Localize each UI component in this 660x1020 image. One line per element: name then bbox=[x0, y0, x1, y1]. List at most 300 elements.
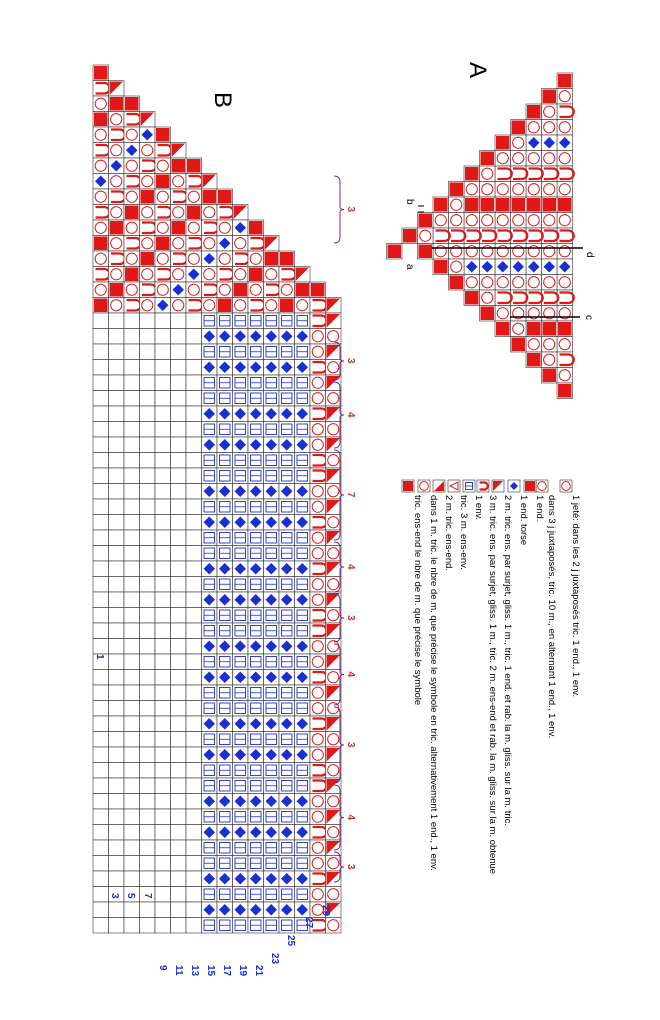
chart-cell bbox=[140, 468, 156, 484]
marker-a: a bbox=[404, 264, 415, 270]
knit-symbol bbox=[234, 283, 248, 297]
repeat-count: 4 bbox=[345, 412, 356, 418]
chart-cell bbox=[155, 809, 171, 825]
chart-cell bbox=[124, 360, 140, 376]
chart-cell bbox=[155, 670, 171, 686]
chart-b-letter: B bbox=[209, 92, 236, 109]
chart-cell bbox=[140, 670, 156, 686]
marker-arrow-b bbox=[418, 206, 424, 212]
chart-cell bbox=[186, 577, 202, 593]
row-number: 21 bbox=[253, 965, 264, 977]
chart-cell bbox=[140, 685, 156, 701]
chart-cell bbox=[93, 639, 109, 655]
chart-cell bbox=[93, 515, 109, 531]
chart-cell bbox=[171, 592, 187, 608]
chart-cell bbox=[171, 654, 187, 670]
knit-symbol bbox=[141, 252, 155, 266]
chart-cell bbox=[109, 406, 125, 422]
chart-cell bbox=[93, 608, 109, 624]
chart-cell bbox=[171, 809, 187, 825]
chart-cell bbox=[171, 794, 187, 810]
chart-cell bbox=[186, 608, 202, 624]
chart-cell bbox=[171, 887, 187, 903]
chart-cell bbox=[93, 453, 109, 469]
chart-cell bbox=[93, 344, 109, 360]
chart-cell bbox=[186, 887, 202, 903]
chart-cell bbox=[124, 840, 140, 856]
chart-cell bbox=[140, 499, 156, 515]
chart-cell bbox=[109, 918, 125, 934]
knit-symbol bbox=[419, 214, 433, 228]
chart-cell bbox=[171, 375, 187, 391]
chart-cell bbox=[140, 515, 156, 531]
row-number: 1 bbox=[94, 654, 105, 660]
chart-cell bbox=[140, 716, 156, 732]
knit-symbol bbox=[527, 198, 541, 212]
chart-cell bbox=[140, 437, 156, 453]
chart-cell bbox=[124, 747, 140, 763]
chart-cell bbox=[186, 344, 202, 360]
chart-cell bbox=[155, 623, 171, 639]
chart-cell bbox=[186, 592, 202, 608]
chart-cell bbox=[140, 344, 156, 360]
knit-symbol bbox=[496, 322, 510, 336]
chart-cell bbox=[186, 871, 202, 887]
chart-cell bbox=[124, 608, 140, 624]
chart-cell bbox=[109, 840, 125, 856]
chart-cell bbox=[140, 747, 156, 763]
knit-symbol bbox=[311, 283, 325, 297]
chart-cell bbox=[186, 468, 202, 484]
chart-cell bbox=[124, 871, 140, 887]
chart-cell bbox=[140, 840, 156, 856]
chart-cell bbox=[109, 453, 125, 469]
repeat-count: 3 bbox=[345, 742, 356, 748]
chart-cell bbox=[186, 670, 202, 686]
chart-cell bbox=[140, 313, 156, 329]
chart-cell bbox=[93, 499, 109, 515]
chart-cell bbox=[93, 840, 109, 856]
chart-cell bbox=[155, 701, 171, 717]
chart-cell bbox=[124, 639, 140, 655]
chart-cell bbox=[140, 778, 156, 794]
chart-cell bbox=[140, 701, 156, 717]
chart-cell bbox=[124, 592, 140, 608]
legend-item-text: 1 end. torse bbox=[518, 495, 529, 546]
chart-cell bbox=[171, 437, 187, 453]
chart-cell bbox=[186, 701, 202, 717]
chart-cell bbox=[186, 375, 202, 391]
chart-cell bbox=[171, 499, 187, 515]
chart-cell bbox=[186, 515, 202, 531]
chart-cell bbox=[140, 871, 156, 887]
chart-cell bbox=[93, 778, 109, 794]
chart-cell bbox=[109, 608, 125, 624]
chart-cell bbox=[109, 639, 125, 655]
knit-symbol bbox=[203, 190, 217, 204]
chart-b bbox=[93, 65, 356, 977]
chart-cell bbox=[140, 794, 156, 810]
chart-cell bbox=[155, 546, 171, 562]
chart-cell bbox=[155, 329, 171, 345]
chart-cell bbox=[93, 391, 109, 407]
knit-symbol bbox=[110, 283, 124, 297]
chart-cell bbox=[124, 732, 140, 748]
knit-symbol bbox=[543, 369, 557, 383]
chart-cell bbox=[140, 592, 156, 608]
chart-cell bbox=[140, 329, 156, 345]
chart-cell bbox=[93, 360, 109, 376]
chart-cell bbox=[140, 918, 156, 934]
row-number: 5 bbox=[125, 893, 136, 899]
chart-cell bbox=[93, 887, 109, 903]
chart-cell bbox=[155, 856, 171, 872]
chart-cell bbox=[186, 685, 202, 701]
knit-symbol bbox=[94, 237, 108, 251]
repeat-count: 4 bbox=[345, 564, 356, 570]
chart-cell bbox=[140, 825, 156, 841]
knit-symbol bbox=[527, 322, 541, 336]
chart-cell bbox=[124, 902, 140, 918]
chart-cell bbox=[140, 422, 156, 438]
knit-symbol bbox=[525, 481, 535, 491]
chart-cell bbox=[124, 391, 140, 407]
repeat-count: 3 bbox=[345, 615, 356, 621]
chart-cell bbox=[186, 329, 202, 345]
knit-symbol bbox=[512, 121, 526, 135]
chart-cell bbox=[124, 623, 140, 639]
chart-cell bbox=[140, 809, 156, 825]
chart-cell bbox=[171, 670, 187, 686]
chart-cell bbox=[93, 856, 109, 872]
chart-cell bbox=[171, 902, 187, 918]
chart-cell bbox=[109, 856, 125, 872]
legend-item-text: dans 1 m. tric. le nbre de m. que précise le symbole en tric. alternativement 1 end., 1 env. bbox=[428, 495, 439, 871]
chart-cell bbox=[171, 623, 187, 639]
row-number: 25 bbox=[285, 935, 296, 947]
chart-cell bbox=[140, 375, 156, 391]
knit-symbol bbox=[543, 90, 557, 104]
chart-cell bbox=[93, 716, 109, 732]
chart-cell bbox=[155, 391, 171, 407]
chart-cell bbox=[186, 654, 202, 670]
chart-cell bbox=[124, 561, 140, 577]
knit-symbol bbox=[187, 159, 201, 173]
chart-cell bbox=[93, 329, 109, 345]
chart-cell bbox=[171, 453, 187, 469]
chart-cell bbox=[93, 747, 109, 763]
chart-cell bbox=[124, 701, 140, 717]
chart-cell bbox=[155, 747, 171, 763]
chart-cell bbox=[109, 360, 125, 376]
chart-cell bbox=[140, 639, 156, 655]
chart-cell bbox=[171, 732, 187, 748]
chart-cell bbox=[124, 406, 140, 422]
chart-cell bbox=[124, 825, 140, 841]
knit-symbol bbox=[465, 198, 479, 212]
chart-cell bbox=[155, 437, 171, 453]
chart-cell bbox=[93, 577, 109, 593]
chart-cell bbox=[186, 716, 202, 732]
chart-cell bbox=[171, 685, 187, 701]
knit-symbol bbox=[543, 198, 557, 212]
chart-cell bbox=[124, 654, 140, 670]
knit-symbol bbox=[450, 183, 464, 197]
chart-cell bbox=[140, 546, 156, 562]
repeat-count: 3 bbox=[345, 864, 356, 870]
knit-symbol bbox=[481, 307, 495, 321]
knit-symbol bbox=[465, 167, 479, 181]
chart-cell bbox=[186, 313, 202, 329]
chart-cell bbox=[140, 561, 156, 577]
knit-symbol bbox=[558, 74, 572, 88]
chart-cell bbox=[93, 406, 109, 422]
chart-cell bbox=[109, 794, 125, 810]
knit-symbol bbox=[94, 66, 108, 80]
legend-item-text: tric. ens-end le nbre de m. que précise le symbole bbox=[412, 495, 423, 706]
chart-cell bbox=[171, 747, 187, 763]
chart-cell bbox=[109, 716, 125, 732]
legend-item-text: dans 3 j juxtaposés, tric. 10 m., en alternant 1 end., 1 env. bbox=[546, 495, 557, 739]
chart-cell bbox=[171, 391, 187, 407]
knit-symbol bbox=[280, 299, 294, 313]
chart-cell bbox=[155, 592, 171, 608]
chart-cell bbox=[186, 406, 202, 422]
chart-cell bbox=[140, 360, 156, 376]
knit-symbol bbox=[512, 198, 526, 212]
chart-cell bbox=[155, 530, 171, 546]
row-number: 3 bbox=[109, 893, 120, 899]
chart-cell bbox=[155, 902, 171, 918]
chart-cell bbox=[124, 499, 140, 515]
chart-cell bbox=[186, 794, 202, 810]
chart-cell bbox=[140, 623, 156, 639]
chart-cell bbox=[171, 546, 187, 562]
chart-cell bbox=[140, 391, 156, 407]
chart-cell bbox=[109, 701, 125, 717]
chart-cell bbox=[124, 437, 140, 453]
chart-cell bbox=[171, 484, 187, 500]
chart-cell bbox=[140, 763, 156, 779]
knit-symbol bbox=[94, 299, 108, 313]
knit-symbol bbox=[558, 198, 572, 212]
chart-cell bbox=[93, 530, 109, 546]
chart-cell bbox=[140, 608, 156, 624]
chart-cell bbox=[186, 918, 202, 934]
chart-cell bbox=[93, 546, 109, 562]
knit-symbol bbox=[172, 221, 186, 235]
chart-cell bbox=[171, 840, 187, 856]
knit-symbol bbox=[450, 276, 464, 290]
chart-cell bbox=[171, 825, 187, 841]
chart-cell bbox=[186, 391, 202, 407]
knit-symbol bbox=[141, 190, 155, 204]
row-number: 29 bbox=[320, 905, 331, 917]
chart-cell bbox=[140, 732, 156, 748]
chart-cell bbox=[109, 809, 125, 825]
row-number: 7 bbox=[142, 893, 153, 899]
knit-symbol bbox=[156, 128, 170, 142]
repeat-count: 7 bbox=[345, 492, 356, 498]
chart-cell bbox=[124, 453, 140, 469]
chart-cell bbox=[186, 546, 202, 562]
chart-cell bbox=[109, 654, 125, 670]
chart-cell bbox=[109, 391, 125, 407]
repeat-count: 4 bbox=[345, 671, 356, 678]
chart-cell bbox=[109, 499, 125, 515]
repeat-brace bbox=[334, 176, 344, 243]
repeat-count: 3 bbox=[345, 358, 356, 364]
chart-cell bbox=[186, 623, 202, 639]
chart-a-letter: A bbox=[464, 62, 491, 79]
chart-cell bbox=[109, 515, 125, 531]
chart-cell bbox=[155, 732, 171, 748]
chart-cell bbox=[140, 654, 156, 670]
knit-symbol bbox=[558, 384, 572, 398]
chart-cell bbox=[186, 763, 202, 779]
chart-cell bbox=[171, 468, 187, 484]
chart-cell bbox=[155, 763, 171, 779]
knit-symbol bbox=[296, 283, 310, 297]
chart-cell bbox=[155, 499, 171, 515]
row-number: 11 bbox=[173, 965, 184, 976]
knit-symbol bbox=[280, 252, 294, 266]
chart-cell bbox=[124, 809, 140, 825]
chart-cell bbox=[93, 592, 109, 608]
row-number: 15 bbox=[205, 965, 216, 977]
chart-cell bbox=[93, 825, 109, 841]
knit-symbol bbox=[110, 97, 124, 111]
chart-cell bbox=[93, 871, 109, 887]
legend-item-text: 1 jeté: dans les 2 j juxtaposés tric. 1 end., 1 env. bbox=[570, 495, 581, 698]
legend-item-text: 2 m. tric. ens-end. bbox=[443, 495, 454, 572]
chart-cell bbox=[109, 530, 125, 546]
chart-cell bbox=[155, 422, 171, 438]
chart-cell bbox=[186, 840, 202, 856]
chart-cell bbox=[124, 778, 140, 794]
chart-cell bbox=[93, 685, 109, 701]
legend-item-text: 2 m. tric. ens. par surjet, gliss. 1 m., tric. 1 end. et rab. la m. gliss. sur la m. tric. bbox=[502, 495, 513, 827]
knit-symbol bbox=[527, 353, 541, 367]
knit-symbol bbox=[481, 152, 495, 166]
chart-cell bbox=[186, 639, 202, 655]
chart-cell bbox=[124, 484, 140, 500]
chart-cell bbox=[171, 856, 187, 872]
knit-symbol bbox=[125, 268, 139, 282]
knit-symbol bbox=[265, 252, 279, 266]
chart-cell bbox=[109, 329, 125, 345]
chart-cell bbox=[93, 670, 109, 686]
knit-symbol bbox=[512, 338, 526, 352]
chart-cell bbox=[93, 918, 109, 934]
knit-symbol bbox=[527, 105, 541, 119]
knit-symbol bbox=[172, 159, 186, 173]
knit-symbol bbox=[110, 221, 124, 235]
knit-symbol bbox=[388, 245, 402, 259]
chart-cell bbox=[186, 499, 202, 515]
chart-cell bbox=[186, 530, 202, 546]
chart-cell bbox=[140, 453, 156, 469]
chart-cell bbox=[171, 515, 187, 531]
chart-cell bbox=[155, 887, 171, 903]
chart-cell bbox=[171, 763, 187, 779]
chart-cell bbox=[155, 344, 171, 360]
chart-cell bbox=[155, 840, 171, 856]
chart-cell bbox=[171, 577, 187, 593]
chart-cell bbox=[124, 577, 140, 593]
chart-cell bbox=[140, 530, 156, 546]
marker-d: d bbox=[584, 252, 595, 258]
chart-cell bbox=[155, 577, 171, 593]
chart-cell bbox=[109, 375, 125, 391]
row-number: 13 bbox=[189, 965, 200, 977]
chart-cell bbox=[155, 778, 171, 794]
chart-cell bbox=[155, 360, 171, 376]
chart-cell bbox=[109, 592, 125, 608]
chart-cell bbox=[109, 623, 125, 639]
chart-cell bbox=[140, 902, 156, 918]
chart-cell bbox=[109, 747, 125, 763]
chart-cell bbox=[155, 685, 171, 701]
chart-cell bbox=[171, 716, 187, 732]
chart-cell bbox=[109, 670, 125, 686]
knit-symbol bbox=[218, 299, 232, 313]
chart-cell bbox=[186, 747, 202, 763]
knit-symbol bbox=[496, 136, 510, 150]
knit-symbol bbox=[481, 198, 495, 212]
chart-cell bbox=[171, 344, 187, 360]
chart-cell bbox=[124, 530, 140, 546]
chart-cell bbox=[171, 406, 187, 422]
chart-cell bbox=[109, 778, 125, 794]
chart-cell bbox=[124, 468, 140, 484]
legend-item-text: 3 m. tric. ens. par surjet, gliss. 1 m., tric. 2 m. ens-end et rab. la m. gliss. sur la m. obtenue bbox=[487, 495, 498, 875]
chart-cell bbox=[171, 360, 187, 376]
marker-b: b bbox=[404, 199, 415, 205]
row-number: 17 bbox=[221, 965, 232, 977]
chart-cell bbox=[109, 546, 125, 562]
legend-item-text: tric. 3 m. ens-env. bbox=[458, 495, 469, 570]
chart-cell bbox=[155, 871, 171, 887]
knit-symbol bbox=[558, 322, 572, 336]
chart-cell bbox=[109, 732, 125, 748]
chart-cell bbox=[93, 902, 109, 918]
row-number: 23 bbox=[269, 953, 280, 965]
chart-cell bbox=[155, 406, 171, 422]
chart-cell bbox=[140, 406, 156, 422]
row-number: 19 bbox=[237, 965, 248, 977]
row-number: 27 bbox=[303, 917, 314, 929]
chart-cell bbox=[109, 902, 125, 918]
knit-symbol bbox=[94, 113, 108, 127]
knit-symbol bbox=[218, 190, 232, 204]
chart-cell bbox=[93, 422, 109, 438]
chart-cell bbox=[186, 902, 202, 918]
chart-cell bbox=[109, 763, 125, 779]
repeat-count: 4 bbox=[345, 814, 356, 821]
knit-symbol bbox=[125, 97, 139, 111]
chart-cell bbox=[171, 313, 187, 329]
chart-cell bbox=[109, 344, 125, 360]
knit-symbol bbox=[465, 291, 479, 305]
chart-cell bbox=[171, 561, 187, 577]
chart-cell bbox=[171, 918, 187, 934]
knit-symbol bbox=[419, 245, 433, 259]
chart-cell bbox=[93, 313, 109, 329]
chart-cell bbox=[109, 871, 125, 887]
marker-c: c bbox=[583, 315, 594, 320]
chart-cell bbox=[124, 685, 140, 701]
